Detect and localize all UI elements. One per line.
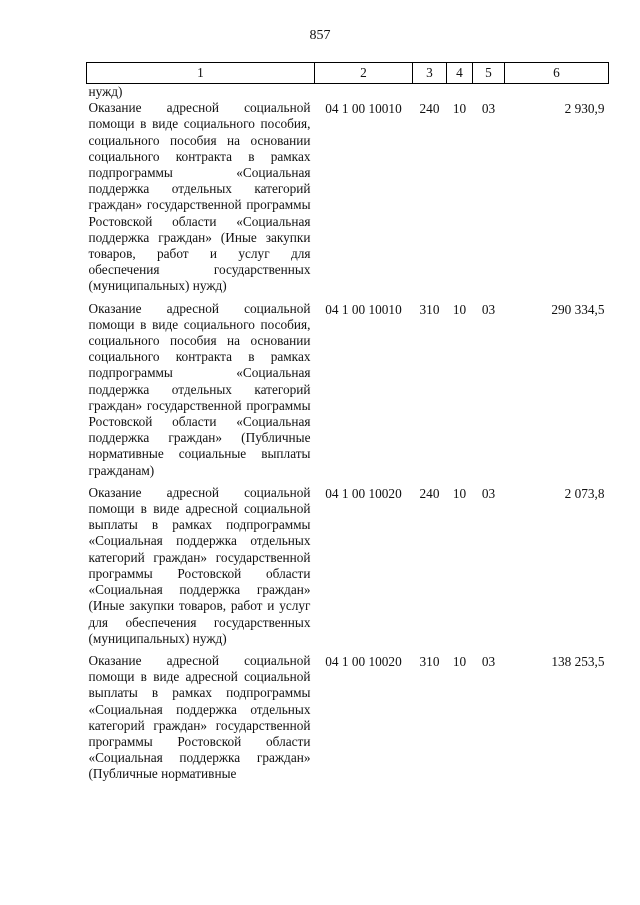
row-subsection: 03 bbox=[481, 653, 496, 669]
budget-table bbox=[86, 62, 609, 789]
row-subsection: 03 bbox=[481, 101, 496, 117]
column-header-subsection: 5 bbox=[473, 63, 505, 84]
table-row bbox=[87, 653, 609, 789]
column-header-description: 1 bbox=[87, 63, 315, 84]
column-header-target-code: 2 bbox=[315, 63, 413, 84]
row-amount: 2 073,8 bbox=[564, 485, 605, 501]
column-header-section: 4 bbox=[447, 63, 473, 84]
row-target-code: 04 1 00 10020 bbox=[325, 485, 402, 501]
table-row bbox=[87, 485, 609, 653]
row-target-code: 04 1 00 10010 bbox=[325, 101, 402, 117]
row-description: Оказание адресной социальной помощи в виде адресной социальной выплаты в рамках подпрограммы «Социальная поддержка отдельных категорий граждан» государственной программы Ростовской области «Социальная поддержка граждан» (Иные закупки товаров, работ и услуг для обеспечения государственных (муниципальных) нужд) bbox=[88, 484, 311, 646]
table-header-row bbox=[87, 63, 609, 84]
table-row bbox=[87, 301, 609, 485]
row-description: Оказание адресной социальной помощи в виде адресной социальной выплаты в рамках подпрограммы «Социальная поддержка отдельных категорий граждан» государственной программы Ростовской области «Социальная поддержка граждан» (Публичные нормативные bbox=[88, 652, 311, 782]
row-subsection: 03 bbox=[481, 485, 496, 501]
row-description: Оказание адресной социальной помощи в виде социального пособия, социального пособия на основании социального контракта в рамках подпрограммы «Социальная поддержка отдельных категорий граждан» государственной программы Ростовской области «Социальная поддержка граждан» (Иные закупки товаров, работ и услуг для обеспечения государственных (муниципальных) нужд) bbox=[88, 100, 311, 294]
row-amount: 138 253,5 bbox=[551, 653, 605, 669]
row-expense-type: 310 bbox=[419, 653, 440, 669]
row-section: 10 bbox=[452, 301, 467, 317]
column-header-expense-type: 3 bbox=[413, 63, 447, 84]
row-subsection: 03 bbox=[481, 301, 496, 317]
row-amount: 2 930,9 bbox=[564, 101, 605, 117]
row-description: нужд) bbox=[88, 84, 123, 99]
row-target-code: 04 1 00 10020 bbox=[325, 653, 402, 669]
page-number: 857 bbox=[309, 28, 331, 43]
table-row-continuation bbox=[87, 84, 609, 101]
table-row bbox=[87, 100, 609, 300]
column-header-amount: 6 bbox=[505, 63, 609, 84]
row-expense-type: 310 bbox=[419, 301, 440, 317]
row-description: Оказание адресной социальной помощи в виде социального пособия, социального пособия на основании социального контракта в рамках подпрограммы «Социальная поддержка отдельных категорий граждан» государственной программы Ростовской области «Социальная поддержка граждан» (Публичные нормативные социальные выплаты гражданам) bbox=[88, 300, 311, 478]
row-amount: 290 334,5 bbox=[551, 301, 605, 317]
row-target-code: 04 1 00 10010 bbox=[325, 301, 402, 317]
row-expense-type: 240 bbox=[419, 485, 440, 501]
row-expense-type: 240 bbox=[419, 101, 440, 117]
row-section: 10 bbox=[452, 101, 467, 117]
row-section: 10 bbox=[452, 653, 467, 669]
row-section: 10 bbox=[452, 485, 467, 501]
